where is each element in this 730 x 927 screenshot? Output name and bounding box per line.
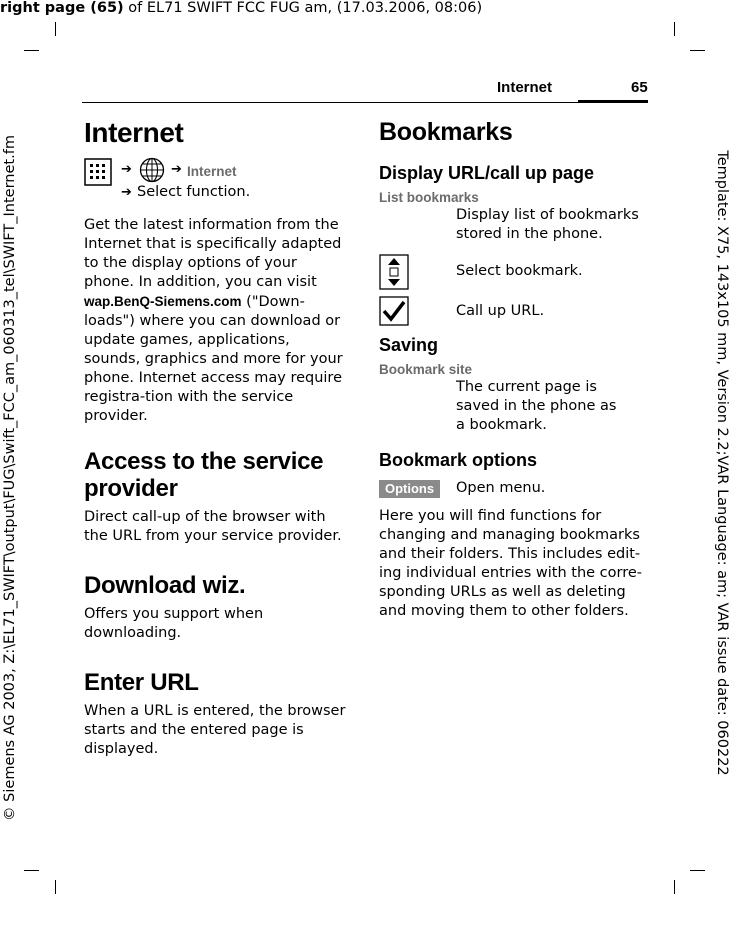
side-copyright-text: © Siemens AG 2003, Z:\EL71_SWIFT\output\FUG\Swift_FCC_am_060313_tel\SWIFT_Internet.fm	[2, 135, 18, 821]
options-softkey: Options	[379, 480, 440, 498]
crop-mark	[690, 50, 705, 51]
left-column	[84, 116, 346, 759]
arrow-icon: ➔	[171, 162, 182, 177]
section-title-enter-url: Enter URL	[84, 669, 199, 696]
call-up-url-text: Call up URL.	[456, 303, 545, 319]
def-select-bookmark	[379, 254, 649, 292]
running-header-title: Internet	[497, 79, 553, 96]
def-options	[379, 479, 649, 499]
section-title-download: Download wiz.	[84, 572, 246, 599]
key-list-bookmarks: List bookmarks	[379, 190, 479, 205]
section-text-access: Direct call-up of the browser with the URL from your service provider.	[84, 509, 342, 544]
globe-icon	[139, 157, 165, 183]
intro-text-1: Get the latest information from the Internet that is specifically adapted to the display options of your phone. In addition, you can visit	[84, 217, 342, 290]
menu-path	[84, 156, 346, 208]
crop-mark	[24, 870, 39, 871]
page-number: 65	[631, 79, 648, 96]
crop-mark	[674, 880, 675, 894]
bookmarks-title: Bookmarks	[379, 118, 513, 146]
subheading-display-url: Display URL/call up page	[379, 163, 595, 183]
def-call-up-url	[379, 296, 649, 328]
intro-text-2: ("Down-loads") where you can download or update games, applications, sounds, graphics and more for your phone. Internet access may require registra-tion with the service provider.	[84, 294, 343, 424]
crop-mark	[690, 870, 705, 871]
menu-grid-icon	[84, 158, 112, 186]
key-bookmark-site: Bookmark site	[379, 362, 473, 377]
crop-mark	[24, 50, 39, 51]
header-rule-thick	[578, 100, 648, 103]
website-link: wap.BenQ-Siemens.com	[84, 294, 242, 309]
print-header-bold: right page (65)	[0, 0, 124, 16]
arrow-icon: ➔	[121, 162, 132, 177]
crop-mark	[55, 22, 56, 36]
checkmark-icon	[379, 296, 409, 326]
menu-item-internet: Internet	[187, 164, 237, 179]
navigation-key-icon	[379, 254, 409, 290]
options-text: Open menu.	[456, 480, 546, 496]
header-rule	[82, 102, 648, 103]
page-title: Internet	[84, 117, 184, 148]
def-bookmark-site	[379, 378, 649, 435]
subheading-bookmark-options: Bookmark options	[379, 450, 538, 470]
crop-mark	[674, 22, 675, 36]
bookmark-options-paragraph: Here you will find functions for changing and managing bookmarks and their folders. This includes edit-ing individual entries with the corre-sponding URLs as well as deleting and moving them to other folders.	[379, 508, 643, 619]
right-column	[379, 116, 649, 621]
section-title-access: Access to the service provider	[84, 448, 324, 502]
bookmark-site-text: The current page is saved in the phone as a bookmark.	[456, 379, 617, 433]
crop-mark	[55, 880, 56, 894]
arrow-icon: ➔	[121, 185, 132, 200]
subheading-saving: Saving	[379, 335, 439, 355]
side-template-text: Template: X75, 143x105 mm, Version 2.2;VAR Language: am; VAR issue date: 060222	[714, 150, 730, 776]
def-list-bookmarks	[379, 206, 649, 244]
select-bookmark-text: Select bookmark.	[456, 263, 583, 279]
menu-select-text: Select function.	[137, 184, 251, 200]
print-header-line	[0, 0, 482, 17]
print-header-rest: of EL71 SWIFT FCC FUG am, (17.03.2006, 08:06)	[123, 0, 483, 16]
def-list-bookmarks-text: Display list of bookmarks stored in the phone.	[456, 207, 639, 242]
section-text-enter-url: When a URL is entered, the browser starts and the entered page is displayed.	[84, 703, 346, 757]
section-text-download: Offers you support when downloading.	[84, 606, 264, 641]
intro-paragraph	[84, 216, 346, 426]
